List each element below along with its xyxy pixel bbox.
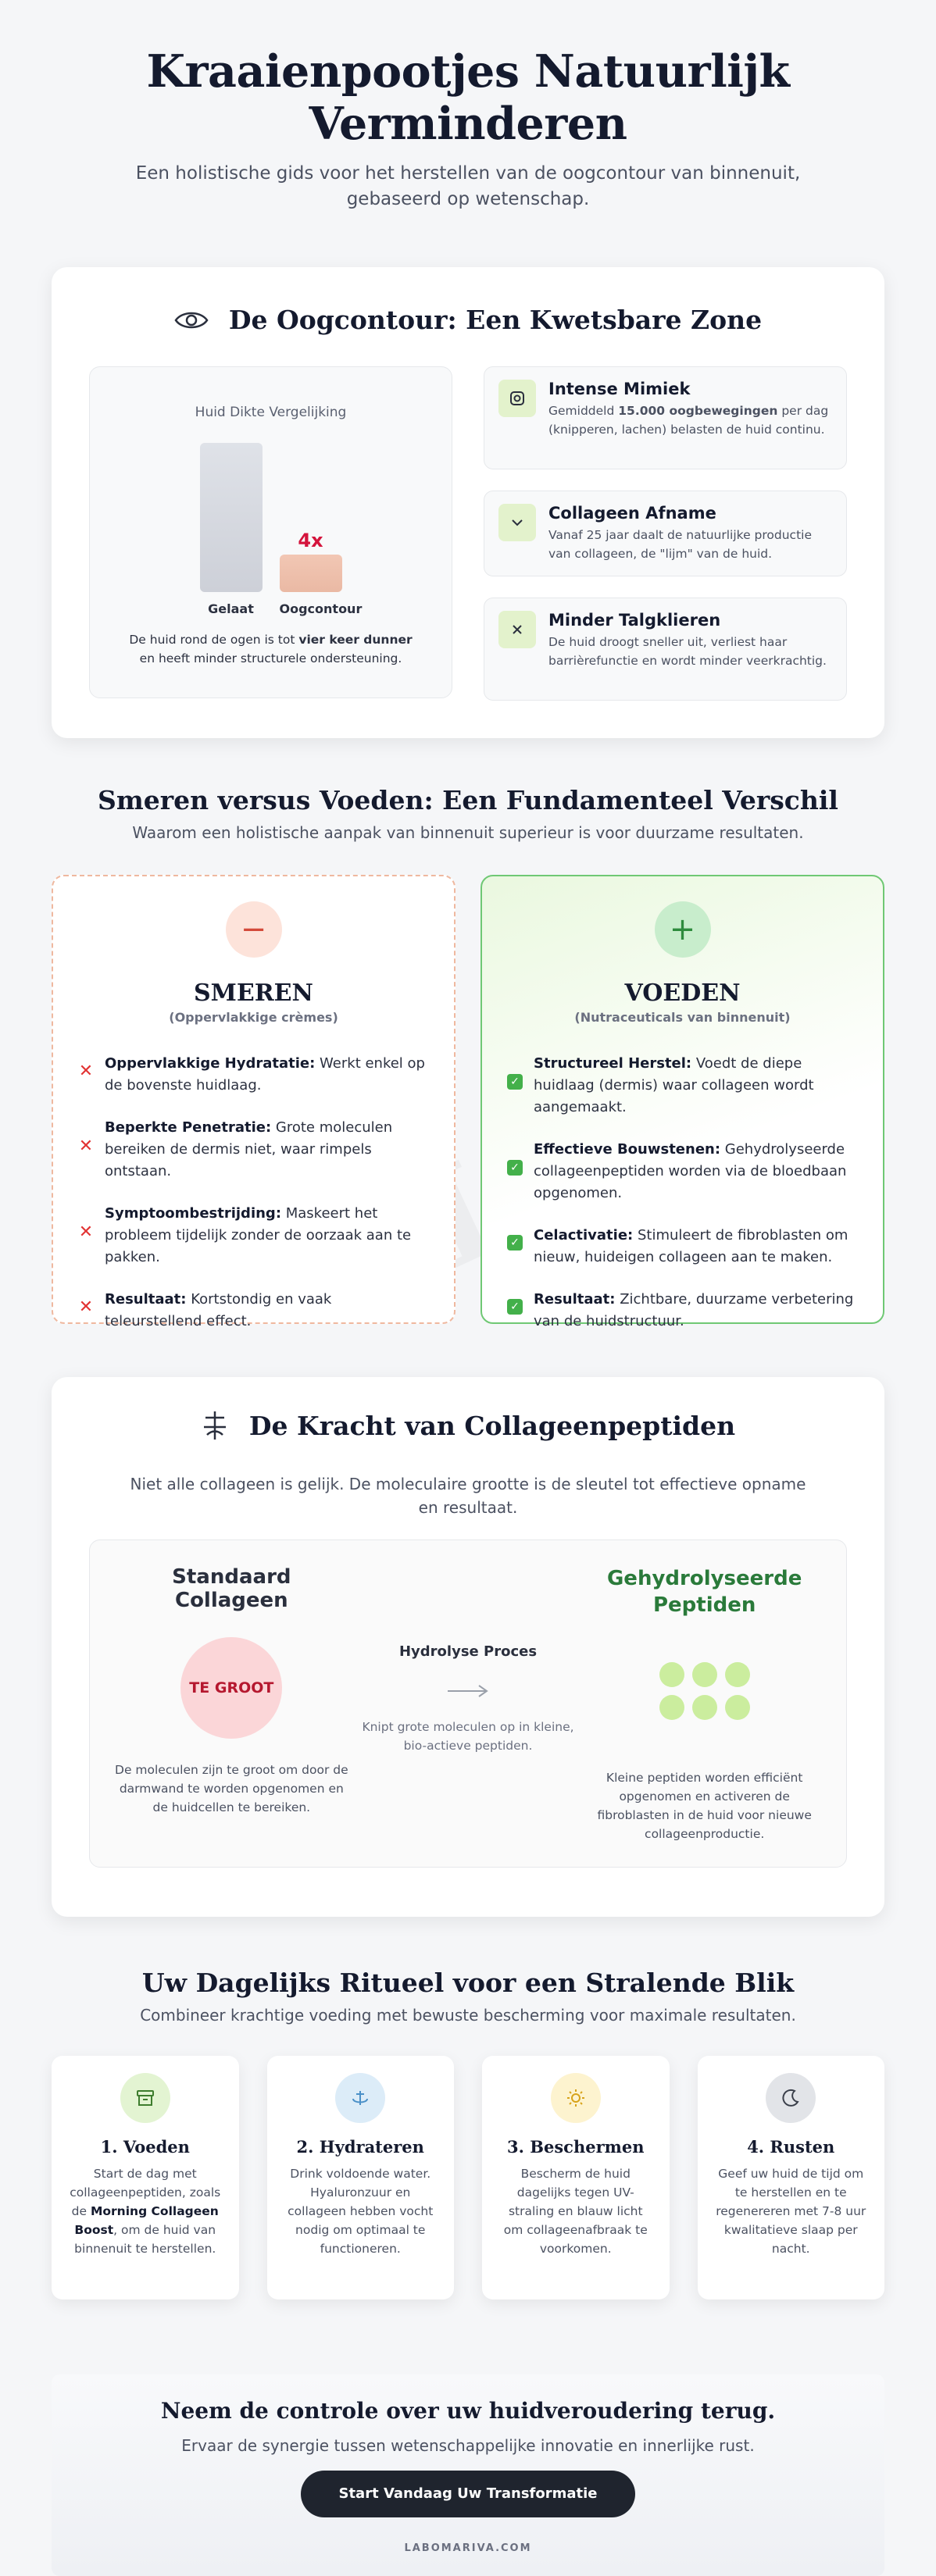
fact-card xyxy=(484,491,847,576)
plus-icon: + xyxy=(655,901,711,958)
ritual-title: Uw Dagelijks Ritueel voor een Stralende Blik xyxy=(141,1968,795,1998)
eye-zone-title: De Oogcontour: Een Kwetsbare Zone xyxy=(228,305,763,335)
camera-icon xyxy=(498,380,536,417)
fact-title: Collageen Afname xyxy=(548,504,716,523)
list-item: ✕ Oppervlakkige Hydratatie: Werkt enkel op de bovenste huidlaag. xyxy=(77,1045,430,1097)
molecule-icon xyxy=(201,1410,229,1441)
compare-section xyxy=(52,785,884,1329)
fact-text: De huid droogt sneller uit, verliest haar barrièrefunctie en wordt minder veerkrachtig. xyxy=(548,635,827,668)
list-item: ✕ Resultaat: Kortstondig en vaak teleurstellend effect. xyxy=(77,1281,430,1333)
bar-oogcontour xyxy=(280,555,342,592)
page-subtitle xyxy=(52,161,884,212)
check-icon: ✓ xyxy=(507,1074,523,1090)
process-title: Hydrolyse Proces xyxy=(398,1643,538,1660)
check-icon: ✓ xyxy=(507,1160,523,1176)
compare-subtitle: Waarom een holistische aanpak van binnenuit superieur is voor duurzame resultaten. xyxy=(132,823,804,842)
close-icon xyxy=(498,611,536,648)
step-text: Bescherm de huid dagelijks tegen UV-straling en blauw licht om collageenafbraak te voorkomen. xyxy=(503,2167,648,2256)
ritual-subtitle: Combineer krachtige voeding met bewuste bescherming voor maximale resultaten. xyxy=(140,2006,796,2025)
anchor-icon xyxy=(335,2073,385,2123)
voeden-sub: (Nutraceuticals van binnenuit) xyxy=(574,1010,791,1025)
step-text: Geef uw huid de tijd om te herstellen en te regenereren met 7-8 uur kwalitatieve slaap per nacht. xyxy=(716,2167,866,2256)
comparison-label: Huid Dikte Vergelijking xyxy=(195,405,347,420)
minus-icon: − xyxy=(226,901,282,958)
cross-icon: ✕ xyxy=(78,1136,94,1156)
voeden-column xyxy=(481,875,884,1329)
sun-icon xyxy=(551,2073,601,2123)
cross-icon: ✕ xyxy=(78,1061,94,1081)
page-title: Kraaienpootjes Natuurlijk Verminderen xyxy=(146,45,790,150)
bar-gelaat xyxy=(200,443,263,592)
fact-card xyxy=(484,366,847,469)
cross-icon: ✕ xyxy=(78,1222,94,1242)
cta-section xyxy=(52,2374,884,2576)
standard-collagen xyxy=(113,1565,350,1842)
hero xyxy=(52,0,884,212)
smeren-sub: (Oppervlakkige crèmes) xyxy=(169,1010,338,1025)
eye-zone-card xyxy=(52,267,884,738)
peptides-col-title: Gehydrolyseerde Peptiden xyxy=(606,1567,802,1617)
cross-icon: ✕ xyxy=(78,1297,94,1317)
voeden-title: VOEDEN xyxy=(624,979,741,1007)
hydrolysis-process xyxy=(350,1565,587,1842)
hydrolyzed-peptides xyxy=(586,1565,823,1842)
step-card xyxy=(482,2056,670,2299)
page xyxy=(52,0,884,2576)
large-molecule: TE GROOT xyxy=(180,1637,282,1739)
bar-oogcontour-label: Oogcontour xyxy=(279,601,363,616)
step-title: 4. Rusten xyxy=(747,2137,835,2157)
peptides-card xyxy=(52,1377,884,1917)
fact-title: Minder Talgklieren xyxy=(548,611,721,630)
peptides-title: De Kracht van Collageenpeptiden xyxy=(248,1410,736,1441)
cta-subtitle: Ervaar de synergie tussen wetenschappelijke innovatie en innerlijke rust. xyxy=(181,2436,755,2455)
comparison-note: De huid rond de ogen is tot vier keer dunner en heeft minder structurele ondersteuning. xyxy=(129,633,413,665)
standard-title: Standaard Collageen xyxy=(172,1565,291,1612)
smeren-title: SMEREN xyxy=(194,979,313,1007)
arrow-right-icon xyxy=(446,1683,490,1702)
bar-gelaat-label: Gelaat xyxy=(208,601,254,616)
list-item: ✓ Resultaat: Zichtbare, duurzame verbetering van de huidstructuur. xyxy=(506,1281,859,1333)
ritual-section xyxy=(52,1968,884,2299)
standard-desc: De moleculen zijn te groot om door de darmwand te worden opgenomen en de huidcellen te bereiken. xyxy=(115,1763,348,1814)
process-desc: Knipt grote moleculen op in kleine, bio-actieve peptiden. xyxy=(362,1720,574,1753)
cta-title: Neem de controle over uw huidveroudering terug. xyxy=(160,2398,776,2424)
hydrolysis-diagram xyxy=(89,1540,847,1868)
footer-link[interactable]: LABOMARIVA.COM xyxy=(404,2542,532,2554)
compare-title: Smeren versus Voeden: Een Fundamenteel Verschil xyxy=(98,785,838,815)
list-item: ✓ Effectieve Bouwstenen: Gehydrolyseerde collageenpeptiden worden via de bloedbaan opgenomen. xyxy=(506,1131,859,1204)
list-item: ✓ Structureel Herstel: Voedt de diepe huidlaag (dermis) waar collageen wordt aangemaakt. xyxy=(506,1045,859,1119)
list-item: ✓ Celactivatie: Stimuleert de fibroblasten om nieuw, huideigen collageen aan te maken. xyxy=(506,1217,859,1268)
fact-text: Vanaf 25 jaar daalt de natuurlijke productie van collageen, de "lijm" van de huid. xyxy=(548,528,812,561)
check-icon: ✓ xyxy=(507,1299,523,1315)
chevron-down-icon xyxy=(498,504,536,541)
peptides-desc: Kleine peptiden worden efficiënt opgenomen en activeren de fibroblasten in de huid voor nieuwe collageenproductie. xyxy=(597,1771,812,1841)
step-title: 3. Beschermen xyxy=(507,2137,645,2157)
box-icon xyxy=(120,2073,170,2123)
step-title: 1. Voeden xyxy=(100,2137,190,2157)
thickness-comparison xyxy=(89,366,452,698)
smeren-column xyxy=(52,875,455,1329)
step-title: 2. Hydrateren xyxy=(296,2137,424,2157)
step-card xyxy=(52,2056,239,2299)
step-text: Start de dag met collageenpeptiden, zoals de Morning Collageen Boost, om de huid van binnenuit te herstellen. xyxy=(70,2167,221,2256)
subtitle-line-2: gebaseerd op wetenschap. xyxy=(346,189,590,209)
subtitle-line-1: Een holistische gids voor het herstellen van de oogcontour van binnenuit, xyxy=(135,163,801,184)
eye-icon xyxy=(174,309,209,332)
fact-card xyxy=(484,598,847,701)
fact-title: Intense Mimiek xyxy=(548,380,691,398)
moon-icon xyxy=(766,2073,816,2123)
peptides-intro: Niet alle collageen is gelijk. De moleculaire grootte is de sleutel tot effectieve opname en resultaat. xyxy=(130,1475,806,1517)
list-item: ✕ Symptoombestrijding: Maskeert het probleem tijdelijk zonder de oorzaak aan te pakken. xyxy=(77,1195,430,1268)
list-item: ✕ Beperkte Penetratie: Grote moleculen bereiken de dermis niet, waar rimpels ontstaan. xyxy=(77,1109,430,1183)
bar-oogcontour-value: 4x xyxy=(298,530,323,551)
step-card xyxy=(267,2056,455,2299)
fact-text: Gemiddeld 15.000 oogbewegingen per dag (knipperen, lachen) belasten de huid continu. xyxy=(548,404,829,437)
small-molecules xyxy=(586,1662,823,1720)
step-text: Drink voldoende water. Hyaluronzuur en collageen hebben vocht nodig om optimaal te functioneren. xyxy=(288,2167,434,2256)
start-transformation-button[interactable]: Start Vandaag Uw Transformatie xyxy=(301,2471,634,2517)
step-card xyxy=(698,2056,885,2299)
check-icon: ✓ xyxy=(507,1235,523,1251)
